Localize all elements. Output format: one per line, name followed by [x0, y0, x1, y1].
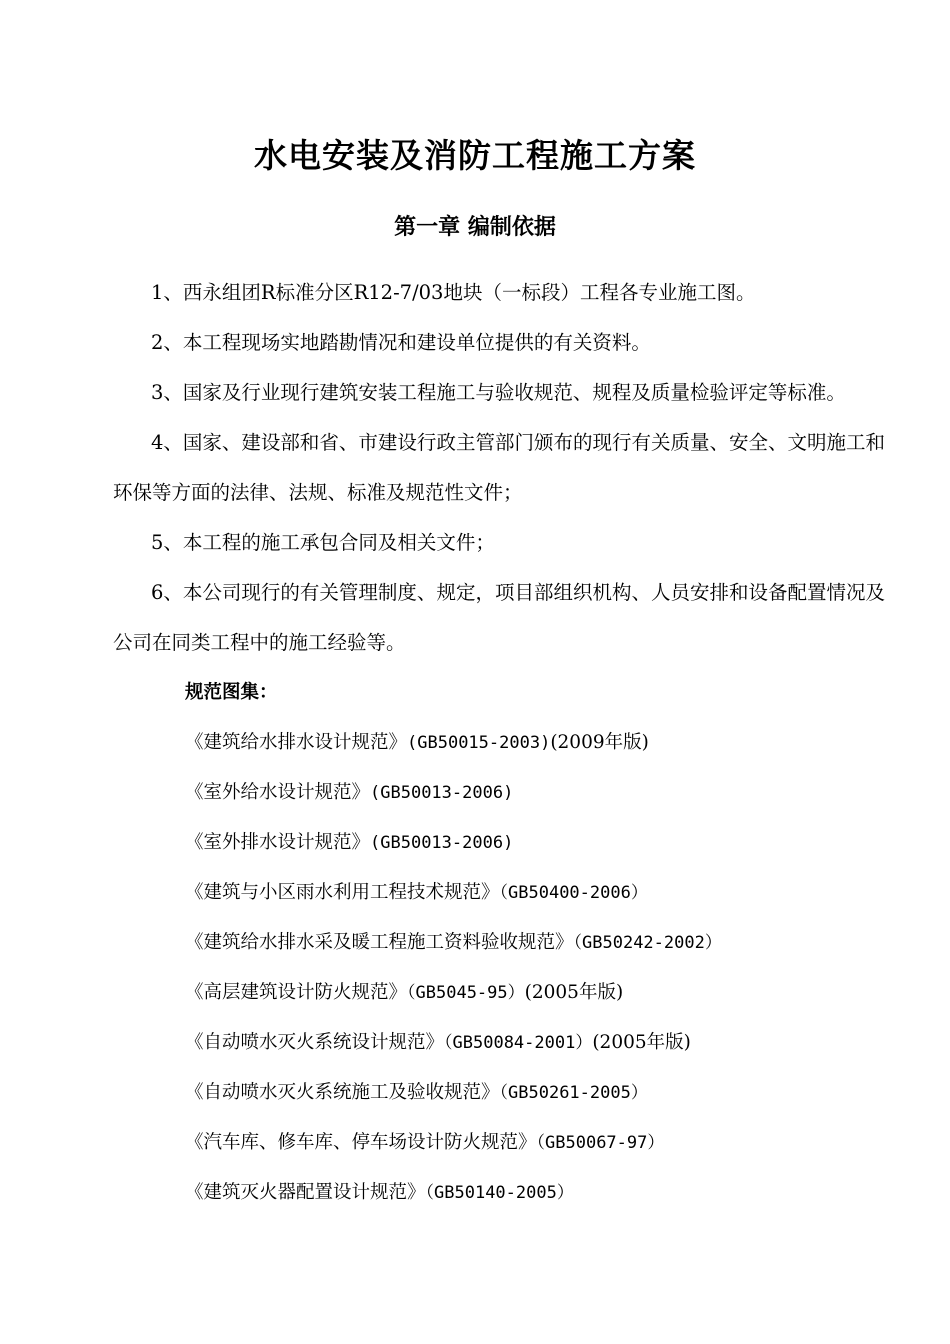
standard-item — [185, 1168, 885, 1218]
standard-suffix: (2009年版) — [550, 732, 649, 753]
basis-item: 2、本工程现场实地踏勘情况和建设单位提供的有关资料。 — [151, 331, 651, 354]
standards-heading: 规范图集： — [185, 682, 278, 703]
standard-item — [185, 1118, 885, 1168]
basis-item: 6、本公司现行的有关管理制度、规定，项目部组织机构、人员安排和设备配置情况及公司在同类工程中的施工经验等。 — [113, 581, 885, 654]
chapter-heading: 第一章 编制依据 — [394, 215, 556, 240]
basis-item: 5、本工程的施工承包合同及相关文件； — [151, 531, 495, 554]
standard-suffix: (2005年版) — [524, 982, 624, 1003]
basis-item: 3、国家及行业现行建筑安装工程施工与验收规范、规程及质量检验评定等标准。 — [151, 381, 846, 404]
standard-name: 《室外给水设计规范》 — [185, 782, 371, 803]
standard-code: (GB50013-2006) — [370, 833, 514, 853]
standard-code: （GB50084-2001） — [444, 1033, 593, 1053]
standard-item — [185, 1068, 885, 1118]
standard-code: （GB50261-2005） — [499, 1083, 648, 1103]
standard-item — [185, 818, 885, 868]
standard-name: 《建筑与小区雨水利用工程技术规范》 — [185, 882, 500, 903]
standard-item — [185, 768, 885, 818]
standard-code: (GB50013-2006) — [370, 783, 514, 803]
standard-name: 《建筑给水排水采及暖工程施工资料验收规范》 — [185, 932, 574, 953]
standard-item — [185, 1018, 885, 1068]
standard-item — [185, 868, 885, 918]
standard-suffix: (2005年版) — [592, 1032, 691, 1053]
standard-name: 《建筑灭火器配置设计规范》 — [185, 1182, 426, 1203]
standard-name: 《自动喷水灭火系统设计规范》 — [185, 1032, 445, 1053]
standard-item — [185, 968, 885, 1018]
standard-name: 《自动喷水灭火系统施工及验收规范》 — [185, 1082, 500, 1103]
standard-code: （GB50067-97） — [536, 1133, 665, 1153]
standard-name: 《汽车库、修车库、停车场设计防火规范》 — [185, 1132, 537, 1153]
standard-item — [185, 718, 885, 768]
standard-name: 《室外排水设计规范》 — [185, 832, 371, 853]
document-title: 水电安装及消防工程施工方案 — [254, 136, 696, 175]
standard-item — [185, 918, 885, 968]
standard-name: 《高层建筑设计防火规范》 — [185, 982, 408, 1003]
basis-item: 1、西永组团R标准分区R12-7/03地块（一标段）工程各专业施工图。 — [151, 281, 756, 304]
standard-code: （GB5045-95） — [407, 983, 525, 1003]
standard-code: （GB50140-2005） — [425, 1183, 574, 1203]
standard-name: 《建筑给水排水设计规范》 — [185, 732, 408, 753]
standard-code: (GB50015-2003) — [407, 733, 551, 753]
document-body — [113, 268, 885, 1218]
standard-code: （GB50242-2002） — [573, 933, 722, 953]
standard-code: （GB50400-2006） — [499, 883, 648, 903]
basis-item: 4、国家、建设部和省、市建设行政主管部门颁布的现行有关质量、安全、文明施工和环保等方面的法律、法规、标准及规范性文件； — [113, 431, 885, 504]
